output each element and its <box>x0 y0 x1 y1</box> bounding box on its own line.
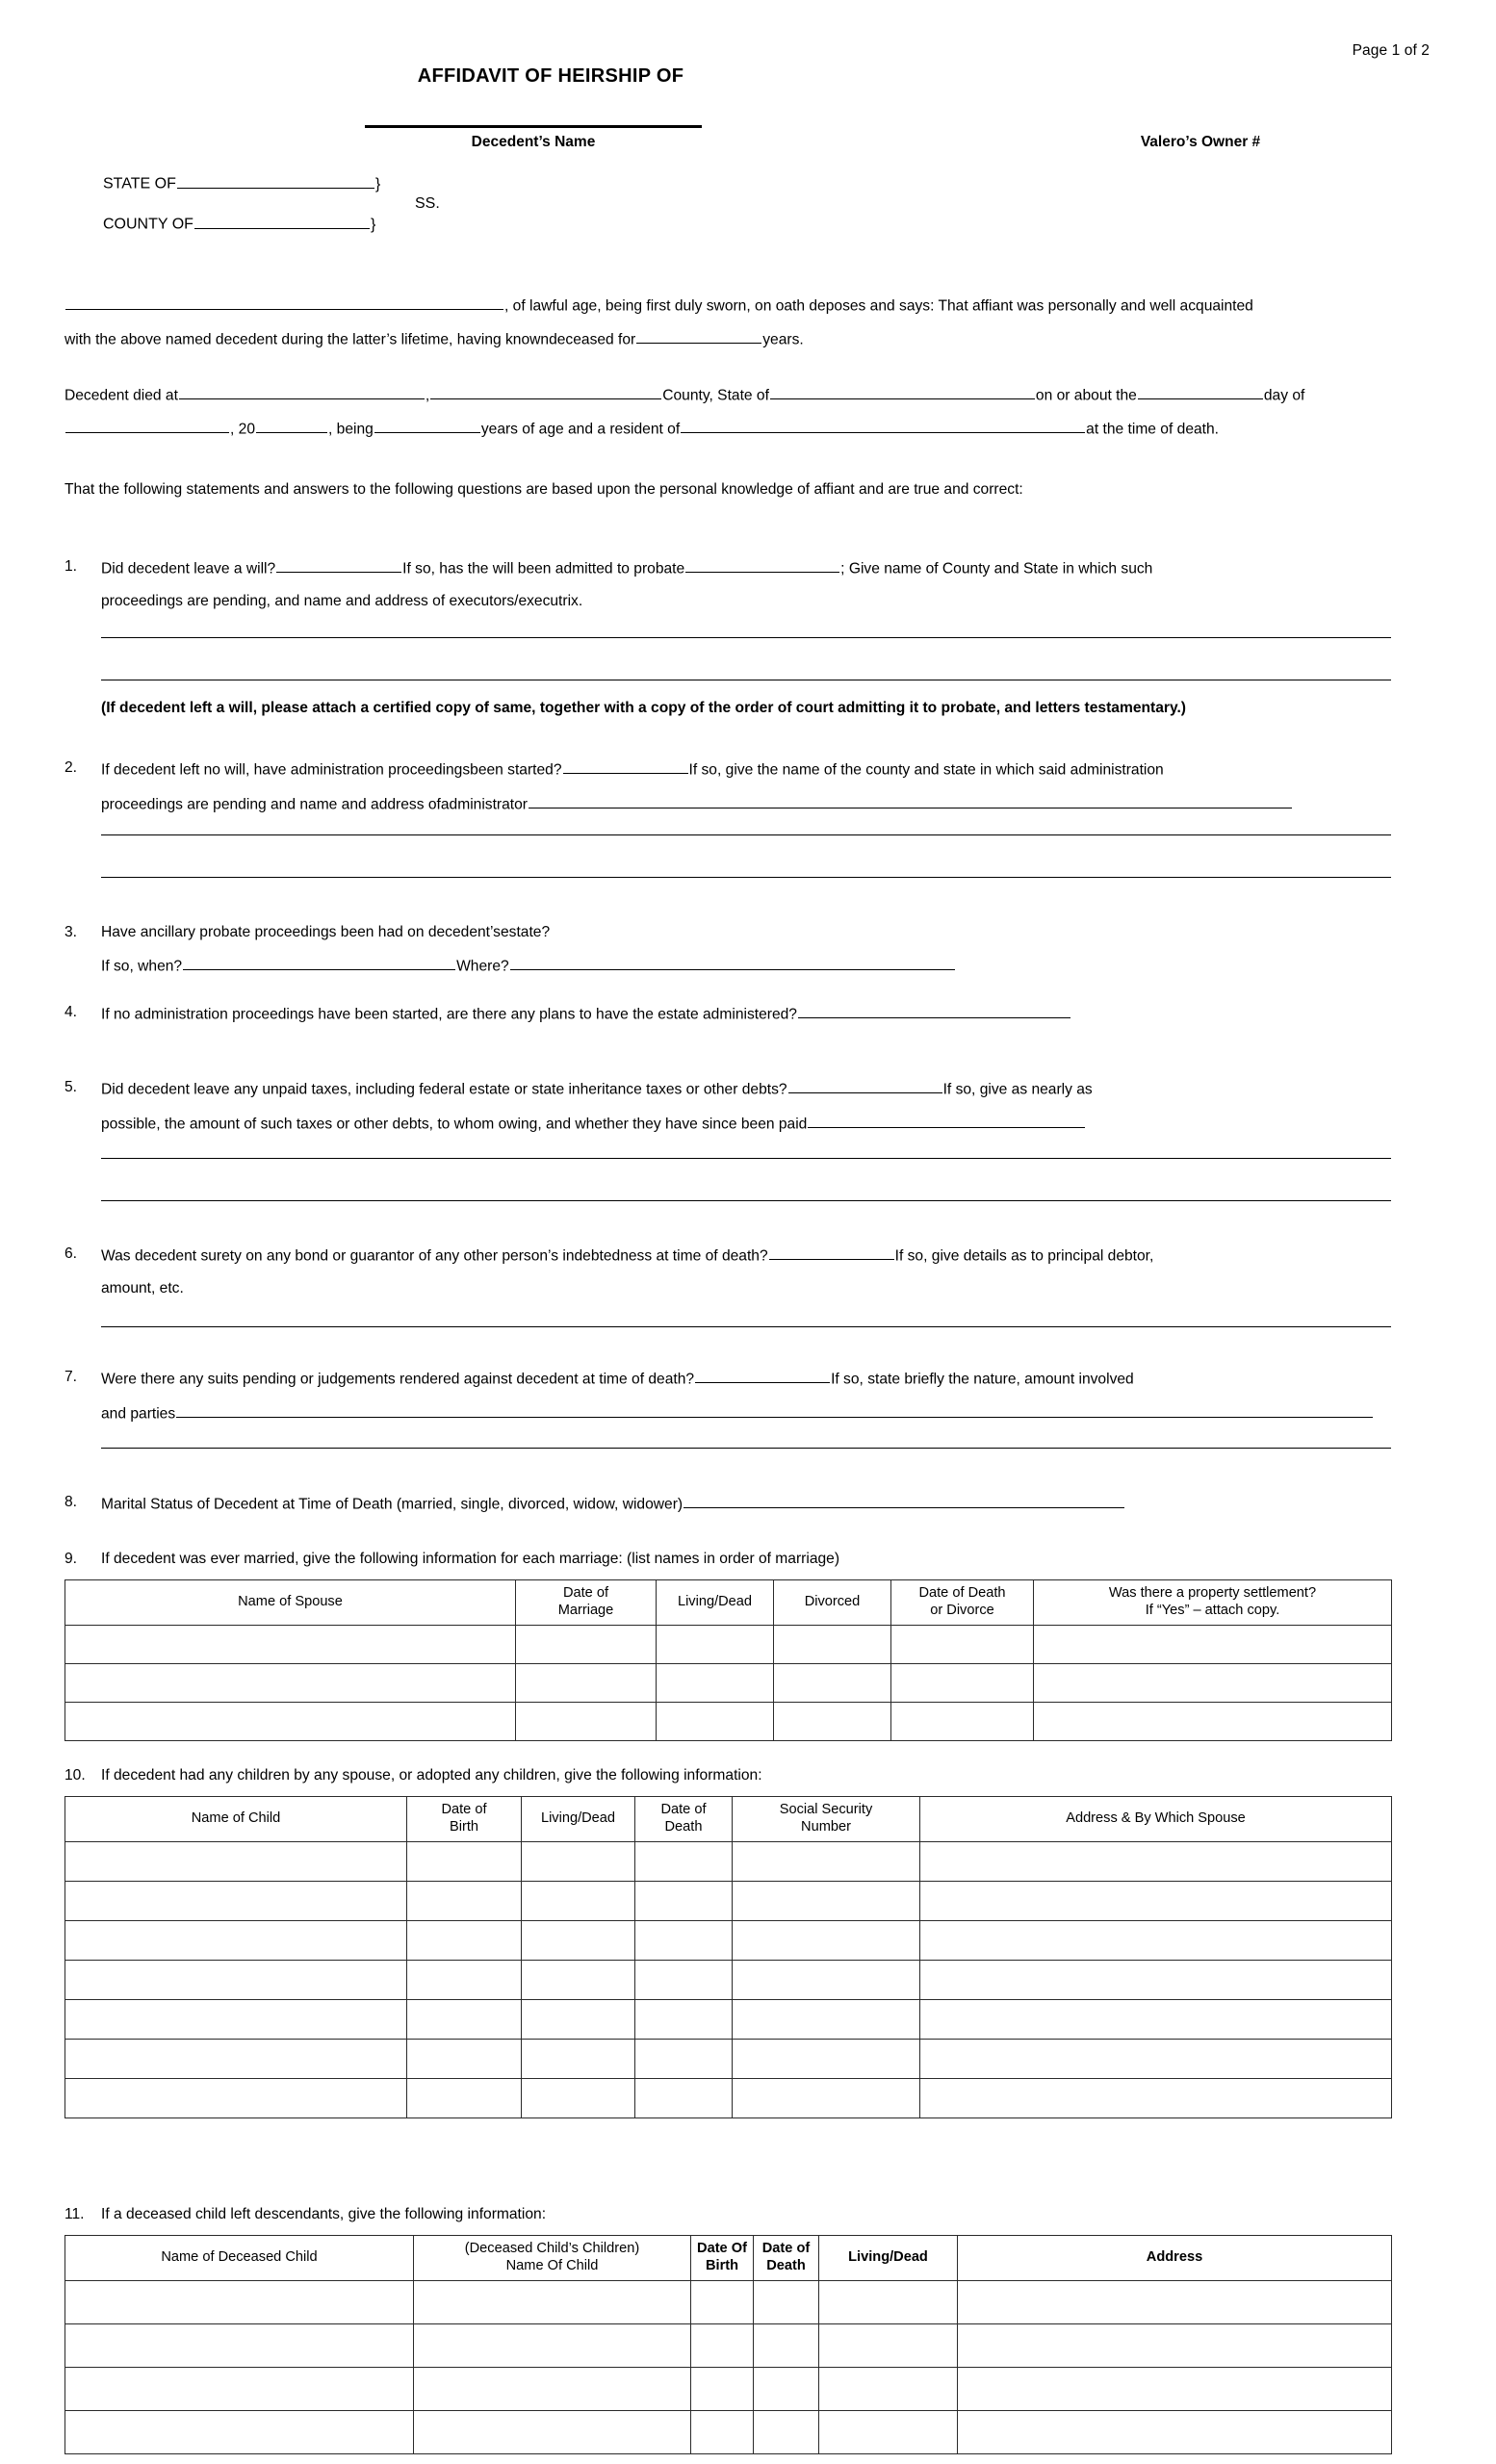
statements-preamble: That the following statements and answers to the following questions are based upon the personal knowledge of affiant and are true and correct: <box>64 481 1023 498</box>
descendants-cell-r3-c5[interactable] <box>958 2410 1392 2453</box>
descendants-header-1 <box>414 2236 691 2281</box>
marriage-cell-r2-c2[interactable] <box>657 1702 774 1740</box>
q4-text: If no administration proceedings have been started, are there any plans to have the estate administered? <box>101 1006 797 1023</box>
q5-taxes-blank[interactable] <box>788 1079 942 1093</box>
marriage-header-1-line2: Marriage <box>557 1602 614 1618</box>
age-resident-label: years of age and a resident of <box>480 421 681 438</box>
marriage-cell-r0-c2[interactable] <box>657 1625 774 1663</box>
children-cell-r6-c0[interactable] <box>65 2078 407 2118</box>
children-cell-r5-c1[interactable] <box>407 2039 522 2078</box>
children-header-2-line1: Living/Dead <box>540 1810 616 1826</box>
marriage-cell-r1-c5[interactable] <box>1034 1663 1392 1702</box>
death-comma: , <box>425 387 430 404</box>
children-header-0-line1: Name of Child <box>191 1810 281 1826</box>
affiant-intro-line-2 <box>64 329 804 347</box>
children-cell-r3-c2[interactable] <box>522 1960 635 1999</box>
children-cell-r5-c5[interactable] <box>920 2039 1392 2078</box>
children-header-4-line1: Social Security <box>779 1802 873 1817</box>
children-header-4-line2: Number <box>801 1818 851 1835</box>
state-brace: } <box>374 175 381 192</box>
county-brace: } <box>370 216 376 233</box>
children-cell-r4-c3[interactable] <box>635 1999 733 2039</box>
marriage-information-table <box>64 1579 1392 1741</box>
question-10-line-1: If decedent had any children by any spouse, or adopted any children, give the following information: <box>101 1767 762 1784</box>
descendants-table-header-row <box>65 2236 1392 2281</box>
descendants-cell-r1-c4[interactable] <box>819 2323 958 2367</box>
children-header-2 <box>522 1797 635 1842</box>
marriage-cell-r1-c4[interactable] <box>891 1663 1034 1702</box>
being-label: , being <box>328 421 374 438</box>
q8-marital-status-blank[interactable] <box>684 1494 1124 1508</box>
q7-parties-label: and parties <box>101 1405 176 1423</box>
descendants-cell-r3-c2[interactable] <box>691 2410 754 2453</box>
table-row <box>65 2367 1392 2410</box>
question-7-number: 7. <box>64 1369 78 1385</box>
question-7-line-2 <box>101 1403 1374 1422</box>
decedent-name-rule <box>365 125 702 128</box>
descendants-header-3 <box>754 2236 819 2281</box>
descendants-header-4-line1: Living/Dead <box>848 2248 928 2265</box>
descendants-cell-r1-c3[interactable] <box>754 2323 819 2367</box>
question-5-line-1 <box>101 1079 1093 1097</box>
county-state-label: County, State of <box>662 387 769 404</box>
death-details-line-1 <box>64 385 1304 403</box>
county-of-death-blank[interactable] <box>430 385 661 399</box>
descendants-information-table <box>64 2235 1392 2454</box>
question-9-number: 9. <box>64 1551 78 1567</box>
q6-answer-rule-1[interactable] <box>101 1326 1391 1327</box>
table-row <box>65 2280 1392 2323</box>
question-2-line-1 <box>101 759 1164 778</box>
children-cell-r3-c0[interactable] <box>65 1960 407 1999</box>
descendants-cell-r2-c1[interactable] <box>414 2367 691 2410</box>
year-of-death-blank[interactable] <box>256 419 327 433</box>
children-cell-r1-c4[interactable] <box>733 1881 920 1920</box>
q2-text-c: proceedings are pending and name and address of <box>101 796 441 813</box>
children-cell-r0-c3[interactable] <box>635 1841 733 1881</box>
children-cell-r4-c5[interactable] <box>920 1999 1392 2039</box>
children-header-5-line1: Address & By Which Spouse <box>1066 1810 1246 1826</box>
q3-when-label: If so, when? <box>101 958 183 975</box>
table-row <box>65 2078 1392 2118</box>
children-cell-r6-c1[interactable] <box>407 2078 522 2118</box>
marriage-header-4-line1: Date of Death <box>918 1585 1006 1601</box>
descendants-cell-r1-c1[interactable] <box>414 2323 691 2367</box>
children-cell-r4-c2[interactable] <box>522 1999 635 2039</box>
q2-text-b: If so, give the name of the county and state in which said administration <box>688 761 1164 779</box>
marriage-cell-r1-c2[interactable] <box>657 1663 774 1702</box>
descendants-cell-r1-c5[interactable] <box>958 2323 1392 2367</box>
death-details-line-2 <box>64 419 1219 437</box>
children-cell-r2-c0[interactable] <box>65 1920 407 1960</box>
children-cell-r0-c5[interactable] <box>920 1841 1392 1881</box>
descendants-cell-r1-c0[interactable] <box>65 2323 414 2367</box>
descendants-cell-r2-c0[interactable] <box>65 2367 414 2410</box>
q7-parties-blank[interactable] <box>176 1403 1373 1418</box>
marriage-header-2-line1: Living/Dead <box>677 1593 753 1609</box>
descendants-cell-r0-c0[interactable] <box>65 2280 414 2323</box>
children-header-4 <box>733 1797 920 1842</box>
q1-will-blank[interactable] <box>276 558 401 573</box>
question-1-line-2: proceedings are pending, and name and address of executors/executrix. <box>101 593 583 609</box>
marriage-header-5 <box>1034 1580 1392 1626</box>
table-row <box>65 2039 1392 2078</box>
month-of-death-blank[interactable] <box>65 419 229 433</box>
q3-text-a: Have ancillary probate proceedings been had on decedent’s <box>101 924 501 940</box>
descendants-cell-r2-c4[interactable] <box>819 2367 958 2410</box>
descendants-header-1-line2: Name Of Child <box>505 2257 599 2273</box>
table-row <box>65 1841 1392 1881</box>
children-cell-r2-c3[interactable] <box>635 1920 733 1960</box>
descendants-cell-r1-c2[interactable] <box>691 2323 754 2367</box>
children-cell-r2-c2[interactable] <box>522 1920 635 1960</box>
children-cell-r6-c2[interactable] <box>522 2078 635 2118</box>
question-2-line-2 <box>101 794 1293 812</box>
will-attachment-notice: (If decedent left a will, please attach a certified copy of same, together with a copy of the order of court admitting it to probate, and letters testamentary.) <box>101 700 1186 716</box>
q3-where-label: Where? <box>456 958 509 975</box>
at-time-of-death-label: at the time of death. <box>1086 421 1220 438</box>
marriage-header-4 <box>891 1580 1034 1626</box>
children-cell-r1-c3[interactable] <box>635 1881 733 1920</box>
state-of-death-blank[interactable] <box>770 385 1035 399</box>
table-row <box>65 1663 1392 1702</box>
question-5-line-2 <box>101 1114 1086 1132</box>
county-of-blank[interactable] <box>194 214 370 229</box>
children-cell-r0-c0[interactable] <box>65 1841 407 1881</box>
q7-text-a: Were there any suits pending or judgements rendered against decedent at time of death? <box>101 1371 695 1388</box>
q2-text-a2: been started? <box>470 761 562 779</box>
marriage-cell-r0-c4[interactable] <box>891 1625 1034 1663</box>
question-8-number: 8. <box>64 1494 78 1510</box>
children-header-3-line2: Death <box>664 1818 703 1835</box>
children-header-0 <box>65 1797 407 1842</box>
descendants-cell-r2-c2[interactable] <box>691 2367 754 2410</box>
children-cell-r0-c2[interactable] <box>522 1841 635 1881</box>
table-row <box>65 1702 1392 1740</box>
descendants-header-2-line1: Date Of <box>697 2241 747 2256</box>
q2-text-a: If decedent left no will, have administration proceedings <box>101 761 471 779</box>
residence-blank[interactable] <box>681 419 1085 433</box>
q1-probate-blank[interactable] <box>685 558 839 573</box>
children-cell-r4-c4[interactable] <box>733 1999 920 2039</box>
years-known-blank[interactable] <box>636 329 761 344</box>
question-9-line-1: If decedent was ever married, give the following information for each marriage: (list names in order of marriage) <box>101 1551 840 1567</box>
q7-suits-blank[interactable] <box>695 1369 830 1383</box>
decedent-died-at-label: Decedent died at <box>64 387 178 404</box>
children-cell-r1-c2[interactable] <box>522 1881 635 1920</box>
descendants-cell-r2-c3[interactable] <box>754 2367 819 2410</box>
place-of-death-blank[interactable] <box>179 385 425 399</box>
affiant-known-text: with the above named decedent during the latter’s lifetime, having known <box>64 331 550 348</box>
descendants-cell-r3-c0[interactable] <box>65 2410 414 2453</box>
descendants-cell-r0-c5[interactable] <box>958 2280 1392 2323</box>
q2-text-d: administrator <box>440 796 528 813</box>
county-of-label: COUNTY OF <box>103 216 193 233</box>
q4-answer-blank[interactable] <box>798 1004 1070 1018</box>
children-header-3-line1: Date of <box>660 1802 707 1817</box>
marriage-cell-r2-c3[interactable] <box>774 1702 891 1740</box>
question-3-number: 3. <box>64 924 78 940</box>
county-of-line <box>103 214 375 234</box>
descendants-header-3-line2: Death <box>766 2257 806 2273</box>
table-row <box>65 1960 1392 1999</box>
children-header-1-line2: Birth <box>449 1818 478 1835</box>
children-cell-r0-c4[interactable] <box>733 1841 920 1881</box>
q6-text-b: If so, give details as to principal debtor, <box>894 1247 1154 1265</box>
children-table-body <box>65 1841 1392 2118</box>
q3-where-blank[interactable] <box>510 956 955 970</box>
q1-text-a: Did decedent leave a will? <box>101 560 276 578</box>
children-cell-r5-c0[interactable] <box>65 2039 407 2078</box>
marriage-header-3 <box>774 1580 891 1626</box>
descendants-header-1-line1: (Deceased Child’s Children) <box>464 2241 640 2256</box>
table-row <box>65 1881 1392 1920</box>
children-header-5 <box>920 1797 1392 1842</box>
descendants-cell-r0-c4[interactable] <box>819 2280 958 2323</box>
descendants-header-0 <box>65 2236 414 2281</box>
question-5-number: 5. <box>64 1079 78 1095</box>
state-of-label: STATE OF <box>103 175 176 192</box>
affiant-intro-text: , of lawful age, being first duly sworn, on oath deposes and says: That affiant was personally and well acquainted <box>504 297 1253 315</box>
descendants-cell-r0-c3[interactable] <box>754 2280 819 2323</box>
children-cell-r1-c1[interactable] <box>407 1881 522 1920</box>
marriage-cell-r2-c1[interactable] <box>516 1702 657 1740</box>
question-7-line-1 <box>101 1369 1134 1387</box>
q1-answer-rule-1[interactable] <box>101 637 1391 638</box>
children-cell-r2-c4[interactable] <box>733 1920 920 1960</box>
marriage-table-header-row <box>65 1580 1392 1626</box>
question-1-line-1 <box>101 558 1152 577</box>
marriage-table-body <box>65 1625 1392 1740</box>
on-or-about-label: on or about the <box>1035 387 1137 404</box>
marriage-header-3-line1: Divorced <box>804 1593 861 1609</box>
age-at-death-blank[interactable] <box>374 419 480 433</box>
marriage-header-1-line1: Date of <box>562 1585 609 1601</box>
q2-administrator-blank[interactable] <box>529 794 1292 808</box>
affiant-deceased-text: deceased for <box>549 331 636 348</box>
table-row <box>65 1920 1392 1960</box>
children-cell-r5-c3[interactable] <box>635 2039 733 2078</box>
question-11-number: 11. <box>64 2206 85 2222</box>
marriage-cell-r2-c4[interactable] <box>891 1702 1034 1740</box>
decedent-name-label: Decedent’s Name <box>471 134 596 150</box>
q2-answer-rule-1[interactable] <box>101 834 1391 835</box>
descendants-header-2 <box>691 2236 754 2281</box>
descendants-header-5-line1: Address <box>1146 2248 1203 2265</box>
children-cell-r2-c1[interactable] <box>407 1920 522 1960</box>
marriage-cell-r1-c3[interactable] <box>774 1663 891 1702</box>
children-information-table <box>64 1796 1392 2118</box>
descendants-cell-r0-c1[interactable] <box>414 2280 691 2323</box>
marriage-header-4-line2: or Divorce <box>930 1602 994 1618</box>
question-6-number: 6. <box>64 1245 78 1262</box>
table-row <box>65 1999 1392 2039</box>
year-prefix-label: , 20 <box>230 421 256 438</box>
marriage-header-2 <box>657 1580 774 1626</box>
question-11-line-1: If a deceased child left descendants, give the following information: <box>101 2206 547 2222</box>
descendants-header-2-line2: Birth <box>705 2257 739 2273</box>
question-2-number: 2. <box>64 759 78 776</box>
question-4-number: 4. <box>64 1004 78 1020</box>
table-row <box>65 1625 1392 1663</box>
children-cell-r6-c4[interactable] <box>733 2078 920 2118</box>
table-row <box>65 2323 1392 2367</box>
descendants-cell-r3-c1[interactable] <box>414 2410 691 2453</box>
children-header-1 <box>407 1797 522 1842</box>
children-cell-r2-c5[interactable] <box>920 1920 1392 1960</box>
question-8-line-1 <box>101 1494 1125 1512</box>
ss-marker: SS. <box>415 195 440 212</box>
marriage-cell-r2-c0[interactable] <box>65 1702 516 1740</box>
descendants-cell-r2-c5[interactable] <box>958 2367 1392 2410</box>
marriage-cell-r0-c5[interactable] <box>1034 1625 1392 1663</box>
q1-text-b: If so, has the will been admitted to probate <box>402 560 685 578</box>
children-cell-r3-c3[interactable] <box>635 1960 733 1999</box>
children-header-1-line1: Date of <box>441 1802 487 1817</box>
marriage-cell-r0-c1[interactable] <box>516 1625 657 1663</box>
question-1-number: 1. <box>64 558 78 575</box>
children-table-header-row <box>65 1797 1392 1842</box>
children-cell-r3-c1[interactable] <box>407 1960 522 1999</box>
q8-text: Marital Status of Decedent at Time of Death (married, single, divorced, widow, widower) <box>101 1496 684 1513</box>
children-cell-r6-c3[interactable] <box>635 2078 733 2118</box>
state-of-line <box>103 173 380 193</box>
question-4-line-1 <box>101 1004 1071 1022</box>
page-sheet <box>55 0 1441 2464</box>
children-cell-r1-c0[interactable] <box>65 1881 407 1920</box>
descendants-table-body <box>65 2280 1392 2453</box>
children-cell-r3-c5[interactable] <box>920 1960 1392 1999</box>
marriage-cell-r1-c0[interactable] <box>65 1663 516 1702</box>
q3-text-a2: estate? <box>500 924 551 940</box>
children-cell-r1-c5[interactable] <box>920 1881 1392 1920</box>
children-cell-r4-c0[interactable] <box>65 1999 407 2039</box>
children-header-3 <box>635 1797 733 1842</box>
marriage-header-5-line1: Was there a property settlement? <box>1108 1585 1317 1601</box>
table-row <box>65 2410 1392 2453</box>
page-indicator: Page 1 of 2 <box>1352 42 1430 59</box>
children-cell-r5-c2[interactable] <box>522 2039 635 2078</box>
children-cell-r5-c4[interactable] <box>733 2039 920 2078</box>
page-title: AFFIDAVIT OF HEIRSHIP OF <box>417 65 684 87</box>
marriage-cell-r0-c0[interactable] <box>65 1625 516 1663</box>
q6-surety-blank[interactable] <box>769 1245 894 1260</box>
q3-when-blank[interactable] <box>183 956 455 970</box>
q2-started-blank[interactable] <box>563 759 688 774</box>
children-cell-r4-c1[interactable] <box>407 1999 522 2039</box>
question-3-line-2 <box>101 956 956 974</box>
affiant-years-text: years. <box>762 331 804 348</box>
q5-text-c: possible, the amount of such taxes or other debts, to whom owing, and whether they have since been paid <box>101 1116 808 1133</box>
q5-answer-rule-2[interactable] <box>101 1200 1391 1201</box>
q7-text-b: If so, state briefly the nature, amount involved <box>831 1371 1134 1388</box>
q5-text-b: If so, give as nearly as <box>942 1081 1093 1098</box>
marriage-cell-r1-c1[interactable] <box>516 1663 657 1702</box>
state-of-blank[interactable] <box>177 173 374 189</box>
q5-answer-rule-1[interactable] <box>101 1158 1391 1159</box>
question-3-line-1 <box>101 924 550 940</box>
q7-answer-rule-1[interactable] <box>101 1448 1391 1449</box>
marriage-header-0-line1: Name of Spouse <box>238 1593 343 1609</box>
day-of-death-blank[interactable] <box>1138 385 1263 399</box>
descendants-cell-r0-c2[interactable] <box>691 2280 754 2323</box>
descendants-cell-r3-c3[interactable] <box>754 2410 819 2453</box>
q1-text-c: ; Give name of County and State in which such <box>840 560 1153 578</box>
descendants-header-5 <box>958 2236 1392 2281</box>
children-cell-r3-c4[interactable] <box>733 1960 920 1999</box>
descendants-header-3-line1: Date of <box>761 2241 811 2256</box>
marriage-header-0 <box>65 1580 516 1626</box>
q5-amount-blank[interactable] <box>808 1114 1085 1128</box>
day-of-label: day of <box>1263 387 1305 404</box>
descendants-header-0-line1: Name of Deceased Child <box>161 2248 318 2265</box>
question-10-number: 10. <box>64 1767 86 1784</box>
affiant-name-blank[interactable] <box>65 295 503 310</box>
q6-text-a: Was decedent surety on any bond or guarantor of any other person’s indebtedness at time of death? <box>101 1247 768 1265</box>
valero-owner-number-label: Valero’s Owner # <box>1140 134 1261 150</box>
q5-text-a: Did decedent leave any unpaid taxes, including federal estate or state inheritance taxes or other debts? <box>101 1081 787 1098</box>
children-cell-r6-c5[interactable] <box>920 2078 1392 2118</box>
marriage-cell-r0-c3[interactable] <box>774 1625 891 1663</box>
marriage-header-5-line2: If “Yes” – attach copy. <box>1145 1602 1280 1618</box>
marriage-cell-r2-c5[interactable] <box>1034 1702 1392 1740</box>
q2-answer-rule-2[interactable] <box>101 877 1391 878</box>
question-6-line-2: amount, etc. <box>101 1280 184 1296</box>
children-cell-r0-c1[interactable] <box>407 1841 522 1881</box>
descendants-cell-r3-c4[interactable] <box>819 2410 958 2453</box>
descendants-header-4 <box>819 2236 958 2281</box>
marriage-header-1 <box>516 1580 657 1626</box>
question-6-line-1 <box>101 1245 1153 1264</box>
affiant-intro-line-1 <box>64 295 1253 314</box>
